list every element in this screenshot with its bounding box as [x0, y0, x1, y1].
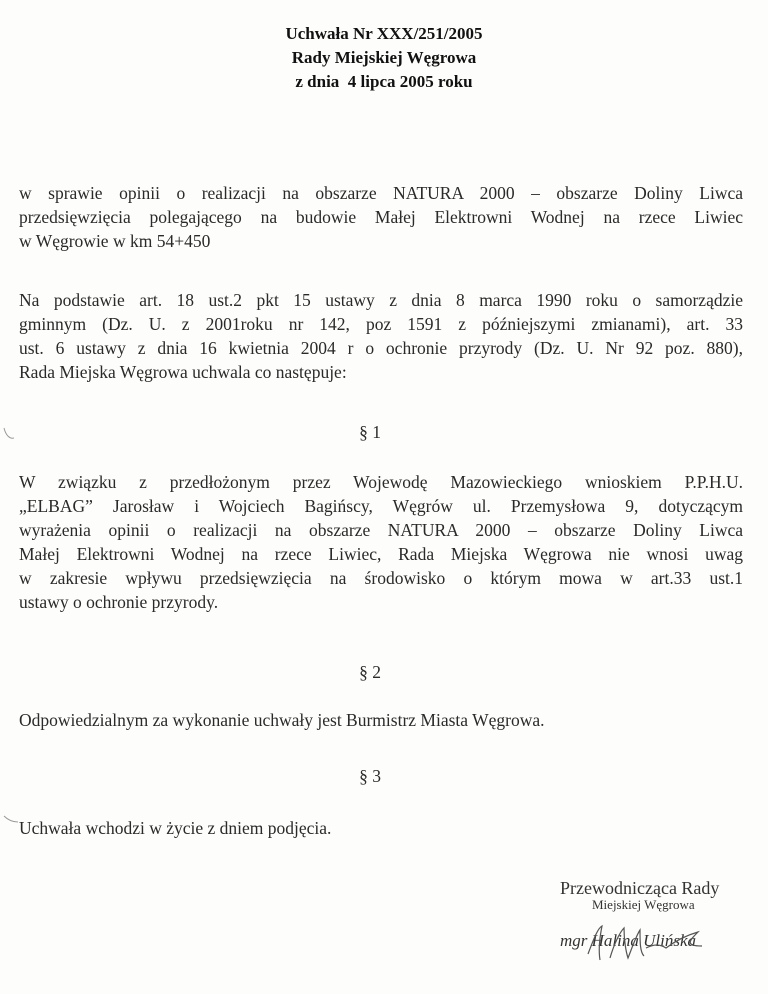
subject-line: w sprawie opinii o realizacji na obszarze NATURA 2000 – obszarze Doliny Liwca	[19, 183, 743, 203]
section-2-body: Odpowiedzialnym za wykonanie uchwały jest Burmistrz Miasta Węgrowa.	[19, 710, 545, 730]
legal-basis-line: gminnym (Dz. U. z 2001roku nr 142, poz 1591 z późniejszymi zmianami), art. 33	[19, 314, 743, 334]
section-2-heading: § 2	[359, 662, 381, 682]
signatory-council: Miejskiej Węgrowa	[592, 897, 695, 912]
legal-basis-line: ust. 6 ustawy z dnia 16 kwietnia 2004 r o ochronie przyrody (Dz. U. Nr 92 poz. 880),	[19, 338, 743, 358]
subject-line: przedsięwzięcia polegającego na budowie Małej Elektrowni Wodnej na rzece Liwiec	[19, 207, 743, 227]
signatory-role: Przewodnicząca Rady	[560, 878, 720, 898]
section-1-line: „ELBAG” Jarosław i Wojciech Bagińscy, Węgrów ul. Przemysłowa 9, dotyczącym	[19, 496, 743, 516]
resolution-date: z dnia 4 lipca 2005 roku	[295, 72, 473, 91]
resolution-issuer: Rady Miejskiej Węgrowa	[291, 48, 477, 67]
section-3-body: Uchwała wchodzi w życie z dniem podjęcia.	[19, 818, 332, 838]
section-1-line: W związku z przedłożonym przez Wojewodę Mazowieckiego wnioskiem P.P.H.U.	[19, 472, 743, 492]
section-1-line: Małej Elektrowni Wodnej na rzece Liwiec, Rada Miejska Węgrowa nie wnosi uwag	[19, 544, 743, 564]
legal-basis-line: Na podstawie art. 18 ust.2 pkt 15 ustawy z dnia 8 marca 1990 roku o samorządzie	[19, 290, 743, 310]
subject-line: w Węgrowie w km 54+450	[19, 231, 211, 251]
section-1-line: ustawy o ochronie przyrody.	[19, 592, 219, 612]
signature-block	[560, 878, 768, 951]
scan-artifact	[2, 426, 16, 442]
scan-artifact	[2, 812, 20, 828]
resolution-subject	[19, 181, 743, 253]
resolution-header	[0, 22, 768, 94]
signatory-name: mgr Halina Ulińska	[560, 931, 696, 950]
resolution-number: Uchwała Nr XXX/251/2005	[285, 24, 483, 43]
section-3-heading: § 3	[359, 766, 381, 786]
legal-basis-line: Rada Miejska Węgrowa uchwala co następuje:	[19, 362, 347, 382]
legal-basis	[19, 288, 743, 384]
section-1-body	[19, 470, 743, 614]
section-1-heading: § 1	[359, 422, 381, 442]
handwritten-signature	[580, 918, 720, 968]
section-1-line: w zakresie wpływu przedsięwzięcia na środowisko o którym mowa w art.33 ust.1	[19, 568, 743, 588]
section-1-line: wyrażenia opinii o realizacji na obszarze NATURA 2000 – obszarze Doliny Liwca	[19, 520, 743, 540]
